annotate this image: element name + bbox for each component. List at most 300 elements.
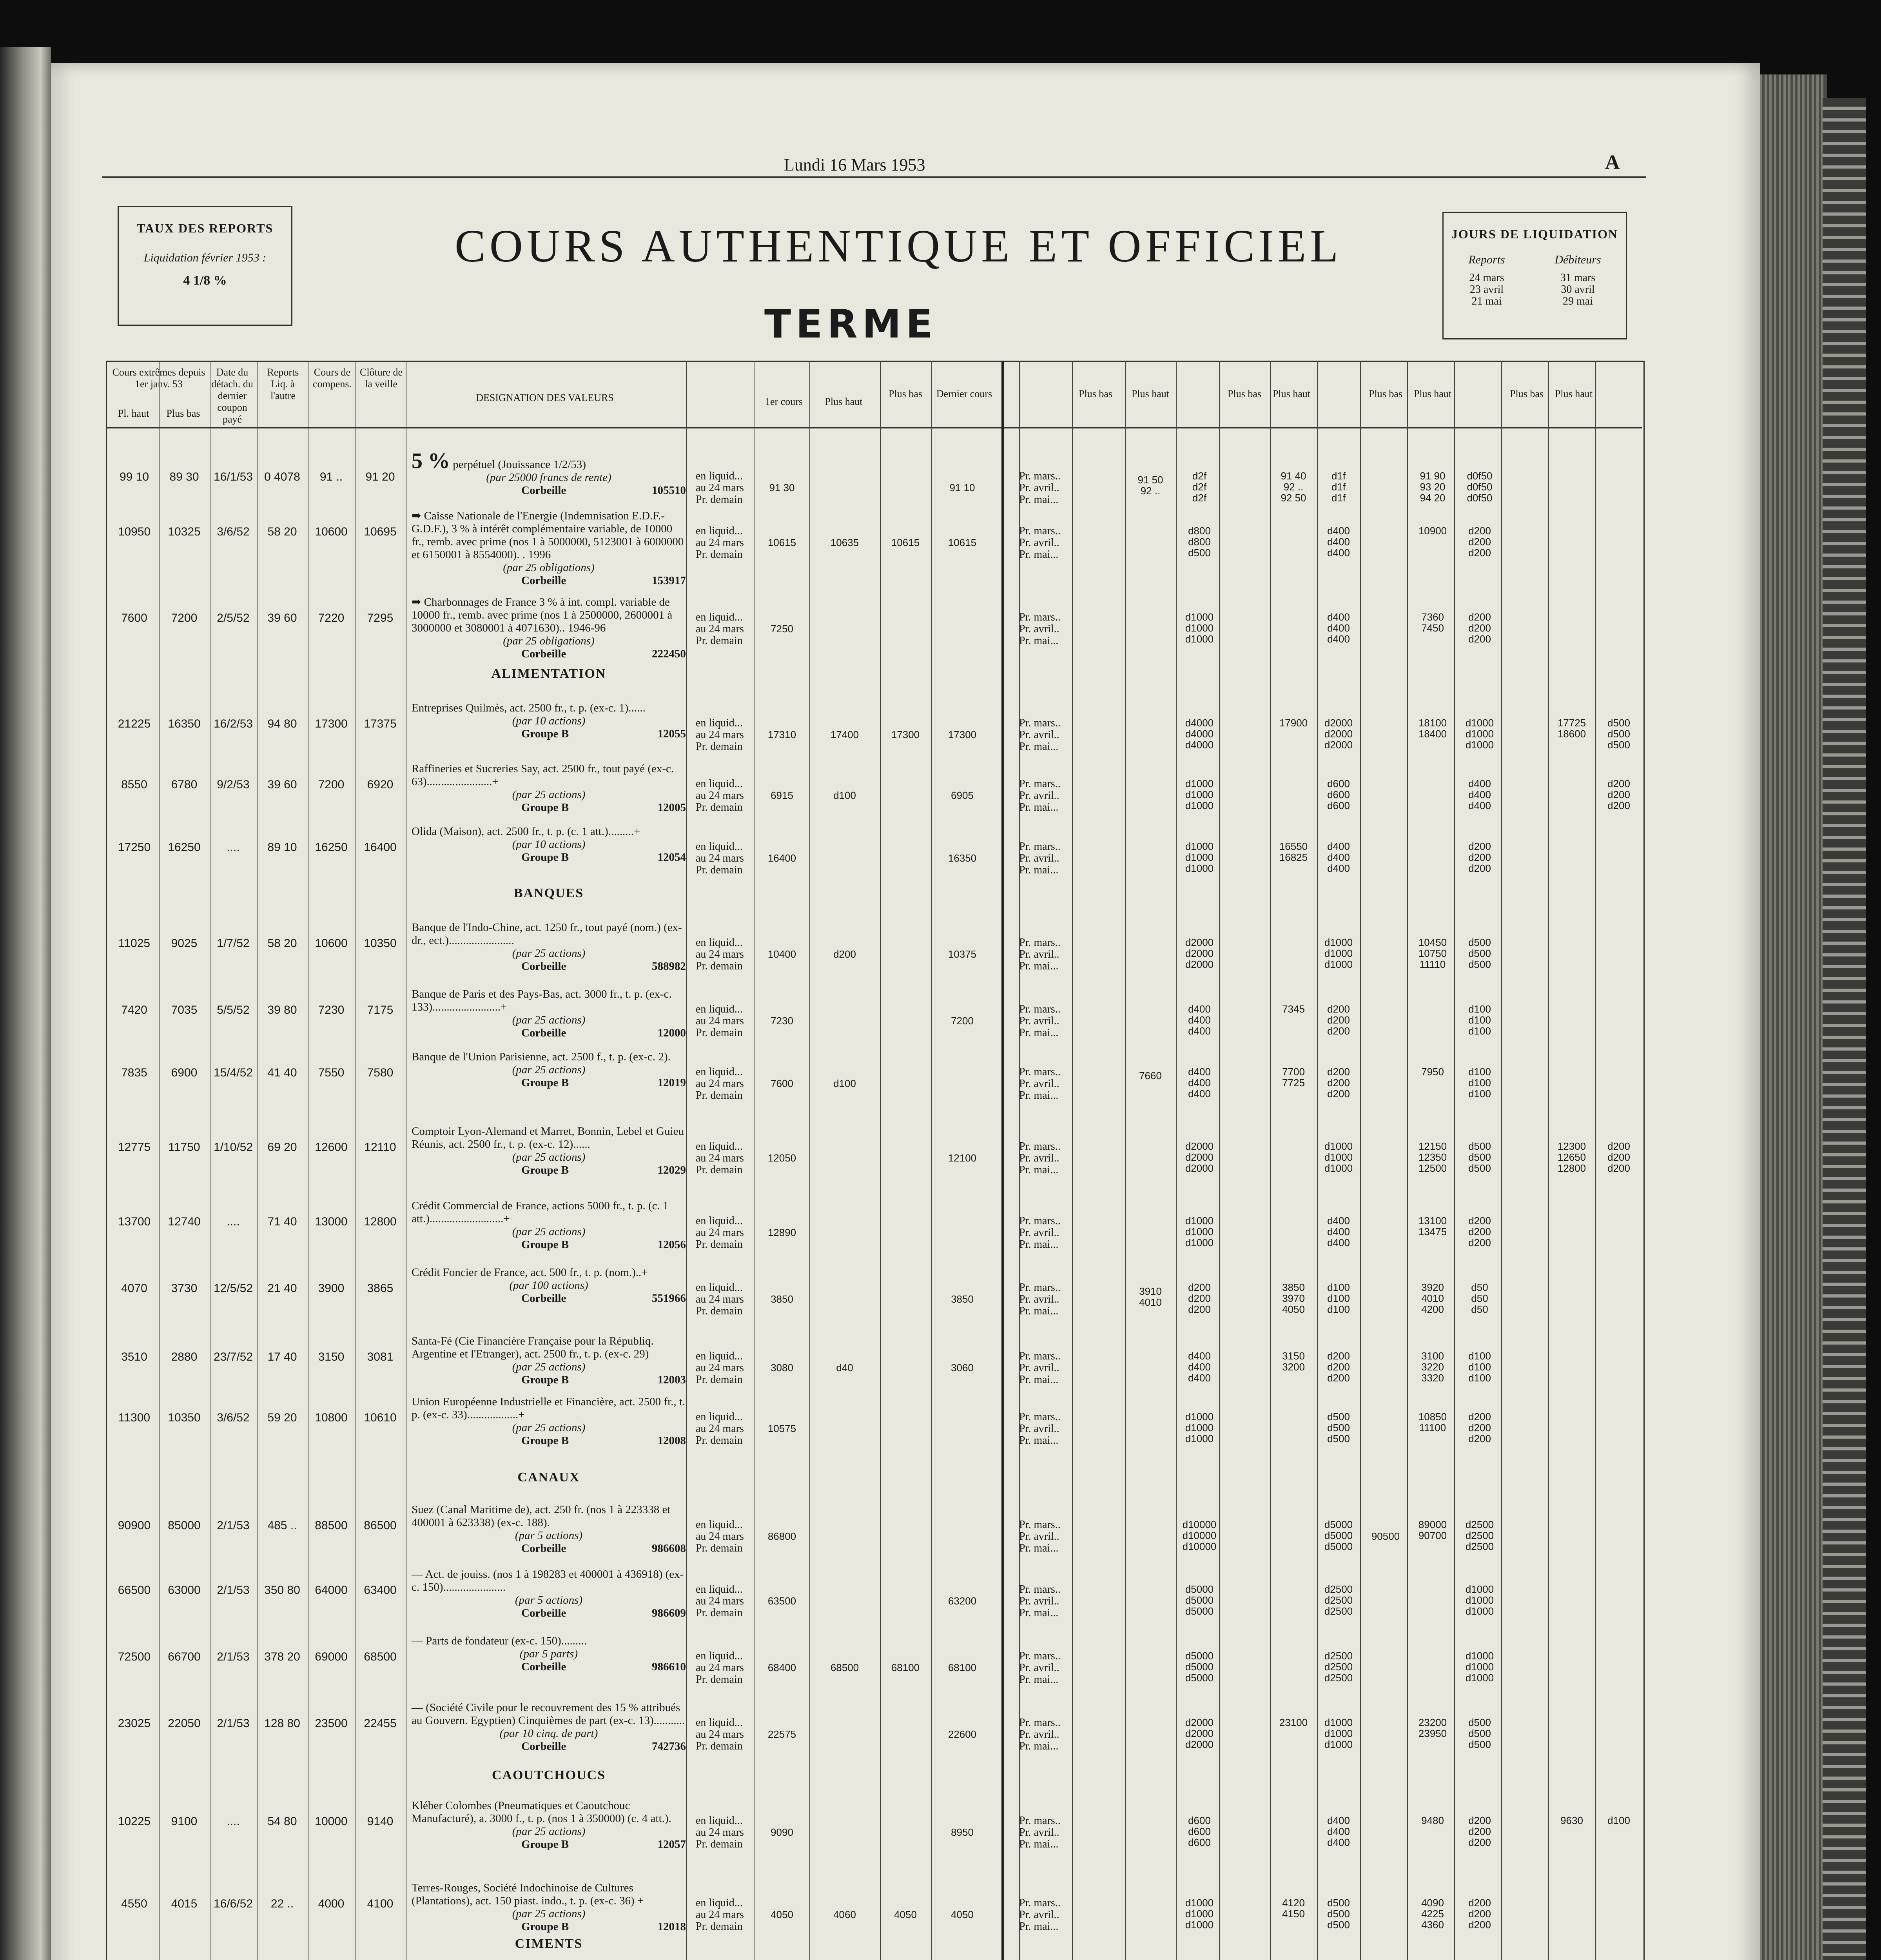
prime-term: Pr. avril.. bbox=[1019, 1423, 1059, 1435]
prime-premium: d5000 bbox=[1324, 1541, 1353, 1552]
prime-premium: d400 bbox=[1327, 862, 1350, 874]
plus-bas: 10325 bbox=[168, 525, 201, 538]
cloture-veille: 68500 bbox=[364, 1650, 397, 1663]
reports-value: 94 80 bbox=[267, 717, 297, 730]
prime-premium: d400 bbox=[1327, 611, 1350, 623]
security-designation bbox=[412, 1799, 686, 1851]
plus-bas: 3730 bbox=[171, 1282, 198, 1295]
liquidation-term: Pr. demain bbox=[696, 1920, 743, 1933]
dernier-cours: 68100 bbox=[948, 1662, 977, 1673]
prime-term: Pr. mai... bbox=[1019, 960, 1059, 972]
column-rule bbox=[931, 361, 932, 1960]
security-designation bbox=[412, 1266, 686, 1305]
plus-bas: 12740 bbox=[168, 1215, 201, 1228]
pl-haut: 8550 bbox=[121, 778, 147, 791]
prime-premium: d5000 bbox=[1185, 1583, 1214, 1595]
prime-plus-haut: 3920 bbox=[1421, 1281, 1444, 1293]
dernier-cours: 63200 bbox=[948, 1595, 977, 1607]
cloture-veille: 10350 bbox=[364, 937, 397, 950]
header-primes-plus-haut: Plus haut bbox=[1131, 388, 1170, 399]
prime-premium: d2f bbox=[1192, 481, 1207, 493]
security-designation bbox=[412, 825, 686, 864]
prime-premium: d100 bbox=[1327, 1292, 1350, 1304]
security-designation bbox=[412, 1335, 686, 1387]
prime-plus-haut: 3100 bbox=[1421, 1350, 1444, 1362]
prime-plus-haut: 93 20 bbox=[1420, 481, 1446, 493]
prime-term: Pr. mai... bbox=[1019, 1027, 1059, 1039]
prime-term: Pr. mars.. bbox=[1019, 525, 1061, 537]
prime-premium: d400 bbox=[1188, 1361, 1211, 1373]
liquidation-term: en liquid... bbox=[696, 717, 743, 729]
prime-plus-haut: 92 .. bbox=[1140, 485, 1161, 497]
prime-premium: d200 bbox=[1468, 1919, 1491, 1931]
header-primes-plus-bas: Plus bas bbox=[1510, 388, 1544, 399]
cours-compens: 3150 bbox=[318, 1350, 345, 1363]
reports-value: 39 60 bbox=[267, 778, 297, 791]
prime-term: Pr. mai... bbox=[1019, 1740, 1059, 1752]
security-designation bbox=[412, 1125, 686, 1177]
reports-value: 0 4078 bbox=[264, 470, 300, 483]
prime-premium: d1000 bbox=[1465, 1661, 1494, 1673]
cours-compens: 10000 bbox=[315, 1815, 348, 1828]
plus-bas: 16350 bbox=[168, 717, 201, 730]
date-detach: .... bbox=[227, 1815, 240, 1828]
liquidation-term: en liquid... bbox=[696, 1350, 743, 1362]
prime-premium: d400 bbox=[1188, 1025, 1211, 1037]
prime-premium: d0f50 bbox=[1467, 492, 1493, 504]
prime-premium: d600 bbox=[1188, 1815, 1211, 1826]
reports-value: 39 60 bbox=[267, 612, 297, 624]
header-primes-plus-bas: Plus bas bbox=[1369, 388, 1402, 399]
prime-premium: d500 bbox=[1468, 1739, 1491, 1750]
security-designation bbox=[412, 1568, 686, 1620]
market-group: Groupe B bbox=[521, 801, 569, 814]
prime-plus-haut: 23200 bbox=[1418, 1717, 1447, 1728]
prime-plus-haut: 3200 bbox=[1282, 1361, 1305, 1373]
debiteurs-date: 29 mai bbox=[1562, 295, 1593, 307]
prime-plus-haut: 7700 bbox=[1282, 1066, 1305, 1078]
prime-premium: d2000 bbox=[1185, 1717, 1214, 1728]
reports-value: 59 20 bbox=[267, 1411, 297, 1424]
cloture-veille: 3865 bbox=[367, 1282, 394, 1295]
liquidation-term: Pr. demain bbox=[696, 801, 743, 813]
premier-cours: 10575 bbox=[767, 1423, 796, 1434]
date-detach: 3/6/52 bbox=[217, 525, 250, 538]
reports-date: 23 avril bbox=[1469, 283, 1504, 296]
security-code: 588982 bbox=[652, 960, 686, 973]
page-subtitle: TERME bbox=[764, 301, 938, 347]
security-lot: (par 25 actions) bbox=[512, 1361, 586, 1373]
prime-plus-haut: 7950 bbox=[1421, 1066, 1444, 1078]
prime-plus-haut: 17900 bbox=[1279, 717, 1308, 729]
prime-plus-haut: 7360 bbox=[1421, 611, 1444, 623]
page-title: COURS AUTHENTIQUE ET OFFICIEL bbox=[455, 220, 1342, 272]
cloture-veille: 3081 bbox=[367, 1350, 394, 1363]
prime-term: Pr. mars.. bbox=[1019, 1583, 1061, 1595]
prime-premium: d400 bbox=[1188, 1003, 1211, 1015]
prime-plus-haut: 9630 bbox=[1560, 1815, 1583, 1826]
prime-premium: d200 bbox=[1468, 1826, 1491, 1837]
security-lot: (par 100 actions) bbox=[509, 1279, 588, 1292]
market-group: Corbeille bbox=[521, 1607, 566, 1619]
prime-premium: d100 bbox=[1327, 1303, 1350, 1315]
date-detach: 9/2/53 bbox=[217, 778, 250, 791]
prime-premium: d1000 bbox=[1185, 622, 1214, 634]
prime-premium: d1000 bbox=[1185, 862, 1214, 874]
liquidation-term: au 24 mars bbox=[696, 1078, 744, 1090]
section-heading: CAOUTCHOUCS bbox=[492, 1768, 606, 1782]
prime-premium: d100 bbox=[1468, 1066, 1491, 1078]
premier-cours: 7230 bbox=[771, 1015, 793, 1027]
cloture-veille: 10610 bbox=[364, 1411, 397, 1424]
plus-bas: 6780 bbox=[171, 778, 198, 791]
liquidation-term: Pr. demain bbox=[696, 494, 743, 506]
prime-plus-haut: 13100 bbox=[1418, 1215, 1447, 1227]
security-name: Suez (Canal Maritime de), act. 250 fr. (nos 1 à 223338 et 400001 à 623338) (ex-c. 188). bbox=[412, 1503, 671, 1529]
header-designation: DESIGNATION DES VALEURS bbox=[476, 392, 614, 403]
security-lot: (par 25 actions) bbox=[512, 1421, 586, 1434]
market-group: Groupe B bbox=[521, 1076, 569, 1089]
prime-term: Pr. mars.. bbox=[1019, 1411, 1061, 1423]
market-group: Groupe B bbox=[521, 1238, 569, 1251]
prime-premium: d2500 bbox=[1324, 1672, 1353, 1684]
security-designation bbox=[412, 1635, 686, 1673]
prime-premium: d4000 bbox=[1185, 717, 1214, 729]
prime-premium: d100 bbox=[1468, 1003, 1491, 1015]
plus-bas: 7200 bbox=[171, 612, 198, 624]
prime-premium: d500 bbox=[1607, 739, 1630, 751]
plus-haut-cours: 10635 bbox=[830, 537, 859, 548]
page-date: Lundi 16 Mars 1953 bbox=[784, 155, 925, 174]
plus-haut-cours: d100 bbox=[833, 789, 856, 801]
dernier-cours: 3850 bbox=[951, 1293, 974, 1305]
header-plus-bas-col: Plus bas bbox=[889, 388, 922, 399]
column-rule bbox=[1595, 361, 1596, 1960]
cours-compens: 7230 bbox=[318, 1004, 345, 1016]
debiteurs-date: 31 mars bbox=[1560, 272, 1596, 284]
prime-term: Pr. avril.. bbox=[1019, 1152, 1059, 1164]
plus-bas-cours: 17300 bbox=[891, 729, 920, 740]
liquidation-term: au 24 mars bbox=[696, 1595, 744, 1607]
prime-plus-haut: 16550 bbox=[1279, 840, 1308, 852]
security-name: Comptoir Lyon-Alemand et Marret, Bonnin, Lebel et Guieu Réunis, act. 2500 fr., t. p. (ex-c. 12)...... bbox=[412, 1125, 684, 1151]
prime-plus-haut: 23950 bbox=[1418, 1728, 1447, 1739]
dernier-cours: 16350 bbox=[948, 852, 977, 864]
prime-premium: d500 bbox=[1468, 1151, 1491, 1163]
security-name: Caisse Nationale de l'Energie (Indemnisation E.D.F.-G.D.F.), 3 % à intérêt complémentaire variable, de 10000 fr., remb. avec prime (nos 1 à 5000000, 5123001 à 6000000 et 6150001 à 8554000). . 1996 bbox=[412, 510, 684, 561]
prime-plus-haut: 3970 bbox=[1282, 1292, 1305, 1304]
prime-term: Pr. mai... bbox=[1019, 864, 1059, 876]
plus-haut-cours: 68500 bbox=[830, 1662, 859, 1673]
header-primes-plus-bas: Plus bas bbox=[1079, 388, 1112, 399]
liquidation-term: en liquid... bbox=[696, 1583, 743, 1595]
header-dernier-cours: Dernier cours bbox=[936, 388, 992, 399]
liquidation-term: en liquid... bbox=[696, 1003, 743, 1015]
market-group: Groupe B bbox=[521, 1434, 569, 1447]
dernier-cours: 10375 bbox=[948, 948, 977, 960]
header-rule bbox=[102, 176, 1646, 178]
debiteurs-dates-label: Débiteurs bbox=[1555, 253, 1601, 266]
dernier-cours: 7200 bbox=[951, 1015, 974, 1027]
prime-premium: d200 bbox=[1327, 1361, 1350, 1373]
section-heading: CIMENTS bbox=[515, 1936, 583, 1951]
prime-premium: d1000 bbox=[1465, 1672, 1494, 1684]
prime-term: Pr. mars.. bbox=[1019, 1066, 1061, 1078]
prime-plus-haut: 12300 bbox=[1557, 1140, 1586, 1152]
prime-premium: d200 bbox=[1468, 525, 1491, 537]
pl-haut: 23025 bbox=[118, 1717, 151, 1730]
liquidation-term: en liquid... bbox=[696, 1140, 743, 1152]
prime-term: Pr. avril.. bbox=[1019, 1728, 1059, 1740]
liquidation-term: Pr. demain bbox=[696, 1238, 743, 1250]
security-designation bbox=[412, 1882, 686, 1933]
prime-plus-haut: 92 .. bbox=[1283, 481, 1304, 493]
header-extremes: Cours extrêmes depuis 1er janv. 53 bbox=[112, 367, 205, 390]
prime-premium: d1000 bbox=[1324, 1162, 1353, 1174]
security-designation bbox=[412, 702, 686, 740]
pl-haut: 72500 bbox=[118, 1650, 151, 1663]
prime-term: Pr. mai... bbox=[1019, 1089, 1059, 1102]
cloture-veille: 7580 bbox=[367, 1066, 394, 1079]
prime-premium: d200 bbox=[1607, 778, 1630, 789]
prime-premium: d2500 bbox=[1324, 1605, 1353, 1617]
prime-term: Pr. mars.. bbox=[1019, 1519, 1061, 1531]
cloture-veille: 4100 bbox=[367, 1897, 394, 1910]
liquidation-term: en liquid... bbox=[696, 1281, 743, 1294]
header-plus-bas: Plus bas bbox=[166, 408, 200, 419]
plus-bas: 63000 bbox=[168, 1584, 201, 1597]
prime-premium: d100 bbox=[1468, 1350, 1491, 1362]
reports-value: 485 .. bbox=[267, 1519, 297, 1532]
column-rule bbox=[1501, 361, 1502, 1960]
cours-compens: 64000 bbox=[315, 1584, 348, 1597]
prime-premium: d50 bbox=[1471, 1281, 1488, 1293]
security-name: — Parts de fondateur (ex-c. 150)......... bbox=[412, 1635, 587, 1647]
prime-term: Pr. mai... bbox=[1019, 740, 1059, 753]
security-code: 12056 bbox=[657, 1238, 686, 1251]
reports-value: 22 .. bbox=[270, 1897, 294, 1910]
prime-premium: d400 bbox=[1327, 622, 1350, 634]
market-group: Groupe B bbox=[521, 1920, 569, 1933]
prime-premium: d4000 bbox=[1185, 728, 1214, 740]
prime-premium: d1000 bbox=[1465, 739, 1494, 751]
plus-bas: 6900 bbox=[171, 1066, 198, 1079]
reports-box-liquidation: Liquidation février 1953 : bbox=[143, 251, 267, 264]
security-code: 12005 bbox=[657, 801, 686, 814]
date-detach: 16/1/53 bbox=[213, 470, 253, 483]
reports-value: 41 40 bbox=[267, 1066, 297, 1079]
security-lot: (par 25 actions) bbox=[512, 1225, 586, 1238]
liquidation-term: au 24 mars bbox=[696, 537, 744, 549]
security-designation bbox=[412, 1051, 686, 1089]
prime-plus-haut: 11100 bbox=[1419, 1422, 1446, 1434]
liquidation-term: au 24 mars bbox=[696, 1015, 744, 1027]
prime-premium: d400 bbox=[1188, 1088, 1211, 1100]
date-detach: .... bbox=[227, 1215, 240, 1228]
prime-plus-haut: 12500 bbox=[1418, 1162, 1447, 1174]
prime-premium: d2f bbox=[1192, 470, 1207, 482]
prime-premium: d1000 bbox=[1324, 1739, 1353, 1750]
security-lot: (par 10 actions) bbox=[512, 715, 586, 727]
column-rule bbox=[809, 361, 810, 1960]
prime-term: Pr. avril.. bbox=[1019, 482, 1059, 494]
reports-dates-label: Reports bbox=[1468, 253, 1505, 266]
prime-term: Pr. avril.. bbox=[1019, 1909, 1059, 1921]
liquidation-term: en liquid... bbox=[696, 611, 743, 623]
prime-premium: d1000 bbox=[1465, 728, 1494, 740]
security-name: perpétuel (Jouissance 1/2/53) bbox=[453, 458, 586, 471]
prime-term: Pr. mai... bbox=[1019, 1434, 1059, 1446]
prime-premium: d2000 bbox=[1185, 1151, 1214, 1163]
prime-premium: d600 bbox=[1188, 1826, 1211, 1837]
prime-plus-haut: 4010 bbox=[1139, 1296, 1162, 1308]
prime-plus-haut: 91 50 bbox=[1137, 474, 1163, 486]
dernier-cours: 8950 bbox=[951, 1826, 974, 1838]
prime-premium: d500 bbox=[1468, 947, 1491, 959]
prime-premium: d500 bbox=[1607, 728, 1630, 740]
date-detach: 2/1/53 bbox=[217, 1717, 250, 1730]
prime-plus-haut: 11110 bbox=[1419, 958, 1446, 970]
prime-premium: d100 bbox=[1468, 1372, 1491, 1384]
prime-term: Pr. avril.. bbox=[1019, 1227, 1059, 1239]
prime-premium: d10000 bbox=[1182, 1541, 1217, 1552]
prime-premium: d400 bbox=[1327, 547, 1350, 559]
cloture-veille: 91 20 bbox=[365, 470, 395, 483]
plus-bas: 22050 bbox=[168, 1717, 201, 1730]
column-rule bbox=[355, 361, 356, 1960]
plus-haut-cours: 17400 bbox=[830, 729, 859, 740]
prime-premium: d5000 bbox=[1185, 1661, 1214, 1673]
plus-bas: 4015 bbox=[171, 1897, 198, 1910]
prime-premium: d2500 bbox=[1324, 1661, 1353, 1673]
market-group: Corbeille bbox=[521, 1292, 566, 1305]
prime-term: Pr. mai... bbox=[1019, 1920, 1059, 1933]
cloture-veille: 17375 bbox=[364, 717, 397, 730]
premier-cours: 7600 bbox=[771, 1078, 793, 1089]
market-group: Corbeille bbox=[521, 1740, 566, 1753]
security-code: 986610 bbox=[652, 1661, 686, 1673]
security-name: Banque de l'Union Parisienne, act. 2500 f., t. p. (ex-c. 2). bbox=[412, 1051, 671, 1063]
prime-premium: d400 bbox=[1468, 789, 1491, 800]
prime-term: Pr. mars.. bbox=[1019, 1003, 1061, 1015]
liquidation-term: en liquid... bbox=[696, 1897, 743, 1909]
prime-term: Pr. mars.. bbox=[1019, 1897, 1061, 1909]
liquidation-term: Pr. demain bbox=[696, 1740, 743, 1752]
security-name: Charbonnages de France 3 % à int. compl. variable de 10000 fr., remb. avec prime (nos 1 à 2500000, 2600001 à 3000000 et 3080001 à 4071630).. 1946-96 bbox=[412, 596, 673, 634]
liquidation-term: Pr. demain bbox=[696, 635, 743, 647]
prime-plus-haut: 13475 bbox=[1418, 1226, 1447, 1238]
prime-premium: d2000 bbox=[1185, 958, 1214, 970]
cours-compens: 12600 bbox=[315, 1141, 348, 1154]
pl-haut: 17250 bbox=[118, 841, 151, 854]
prime-term: Pr. mai... bbox=[1019, 635, 1059, 647]
liquidation-term: au 24 mars bbox=[696, 1826, 744, 1838]
liquidation-term: au 24 mars bbox=[696, 482, 744, 494]
pl-haut: 7600 bbox=[121, 612, 147, 624]
security-code: 986608 bbox=[652, 1542, 686, 1555]
prime-plus-haut: 91 40 bbox=[1281, 470, 1306, 482]
liquidation-term: au 24 mars bbox=[696, 789, 744, 802]
market-group: Groupe B bbox=[521, 851, 569, 864]
plus-bas-cours: 4050 bbox=[894, 1909, 917, 1920]
security-name: Crédit Commercial de France, actions 5000 fr., t. p. (c. 1 att.)..........................+ bbox=[412, 1200, 669, 1225]
prime-premium: d1000 bbox=[1465, 1650, 1494, 1662]
cloture-veille: 22455 bbox=[364, 1717, 397, 1730]
plus-bas: 16250 bbox=[168, 841, 201, 854]
prime-premium: d100 bbox=[1468, 1077, 1491, 1089]
table-header-rule bbox=[106, 427, 1642, 428]
prime-premium: d500 bbox=[1468, 958, 1491, 970]
prime-term: Pr. mars.. bbox=[1019, 1281, 1061, 1294]
prime-term: Pr. avril.. bbox=[1019, 852, 1059, 864]
date-detach: .... bbox=[227, 841, 240, 854]
column-rule bbox=[1548, 361, 1549, 1960]
security-name: Crédit Foncier de France, act. 500 fr., t. p. (nom.)..+ bbox=[412, 1266, 648, 1279]
dernier-cours: 6905 bbox=[951, 789, 974, 801]
prime-premium: d1000 bbox=[1465, 717, 1494, 729]
prime-premium: d400 bbox=[1188, 1372, 1211, 1384]
dernier-cours: 17300 bbox=[948, 729, 977, 740]
plus-bas: 89 30 bbox=[169, 470, 199, 483]
prime-plus-haut: 3150 bbox=[1282, 1350, 1305, 1362]
prime-premium: d200 bbox=[1468, 622, 1491, 634]
prime-plus-haut: 89000 bbox=[1418, 1519, 1447, 1530]
market-group: Corbeille bbox=[521, 484, 566, 497]
prime-premium: d1000 bbox=[1185, 611, 1214, 623]
plus-bas-cours: 68100 bbox=[891, 1662, 920, 1673]
prime-term: Pr. mai... bbox=[1019, 1673, 1059, 1686]
prime-plus-haut: 16825 bbox=[1279, 851, 1308, 863]
prime-plus-haut: 7345 bbox=[1282, 1003, 1305, 1015]
premier-cours: 10400 bbox=[767, 948, 796, 960]
prime-premium: d400 bbox=[1468, 778, 1491, 789]
prime-premium: d400 bbox=[1188, 1077, 1211, 1089]
column-rule bbox=[1407, 361, 1408, 1960]
plus-bas: 7035 bbox=[171, 1004, 198, 1016]
prime-term: Pr. avril.. bbox=[1019, 1662, 1059, 1674]
column-rule bbox=[1001, 361, 1004, 1960]
prime-term: Pr. mai... bbox=[1019, 1542, 1059, 1554]
security-name: Banque de l'Indo-Chine, act. 1250 fr., tout payé (nom.) (ex-dr., ect.)....................... bbox=[412, 921, 682, 947]
prime-premium: d200 bbox=[1468, 1226, 1491, 1238]
prime-premium: d200 bbox=[1468, 1908, 1491, 1920]
premier-cours: 22575 bbox=[767, 1728, 796, 1740]
cours-compens: 23500 bbox=[315, 1717, 348, 1730]
dernier-cours: 4050 bbox=[951, 1909, 974, 1920]
dernier-cours: 3060 bbox=[951, 1362, 974, 1374]
prime-premium: d500 bbox=[1327, 1897, 1350, 1909]
premier-cours: 12890 bbox=[767, 1227, 796, 1238]
prime-premium: d400 bbox=[1327, 851, 1350, 863]
security-name: Banque de Paris et des Pays-Bas, act. 3000 fr., t. p. (ex-c. 133)........................+ bbox=[412, 988, 672, 1013]
prime-premium: d2500 bbox=[1465, 1541, 1494, 1552]
prime-plus-haut: 4225 bbox=[1421, 1908, 1444, 1920]
column-rule bbox=[1176, 361, 1177, 1960]
prime-term: Pr. mai... bbox=[1019, 1238, 1059, 1250]
header-primes-plus-bas: Plus bas bbox=[1228, 388, 1261, 399]
prime-term: Pr. avril.. bbox=[1019, 1530, 1059, 1543]
security-lot: (par 10 actions) bbox=[512, 838, 586, 851]
prime-premium: d1000 bbox=[1185, 789, 1214, 800]
prime-premium: d400 bbox=[1327, 1237, 1350, 1249]
prime-plus-haut: 4050 bbox=[1282, 1303, 1305, 1315]
market-group: Groupe B bbox=[521, 1838, 569, 1851]
prime-premium: d1000 bbox=[1185, 1422, 1214, 1434]
column-rule bbox=[257, 361, 258, 1960]
prime-plus-haut: 3850 bbox=[1282, 1281, 1305, 1293]
liquidation-term: au 24 mars bbox=[696, 1152, 744, 1164]
prime-premium: d2500 bbox=[1324, 1583, 1353, 1595]
